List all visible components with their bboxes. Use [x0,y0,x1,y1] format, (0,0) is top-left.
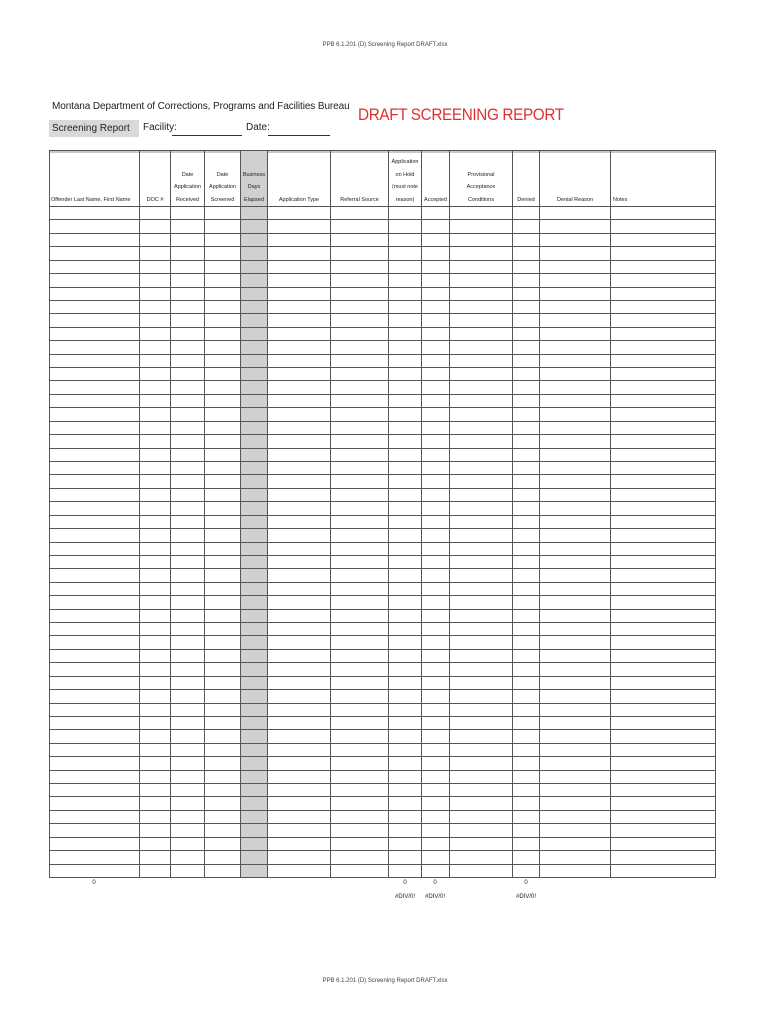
column-divider [539,206,540,877]
column-divider [204,206,205,877]
col-header-doc-number: DOC # [139,150,170,206]
table-row[interactable] [49,568,716,569]
col-header-denied: Denied [512,150,539,206]
table-row[interactable] [49,716,716,717]
table-row[interactable] [49,354,716,355]
date-label: Date: [246,122,270,133]
table-row[interactable] [49,542,716,543]
table-row[interactable] [49,219,716,220]
table-row[interactable] [49,810,716,811]
table-row[interactable] [49,327,716,328]
table-row[interactable] [49,448,716,449]
table-row[interactable] [49,394,716,395]
table-row[interactable] [49,864,716,865]
table-row[interactable] [49,609,716,610]
col-header-accepted: Accepted [421,150,449,206]
table-row[interactable] [49,340,716,341]
page-header: PPB 6.1.201 (D) Screening Report DRAFT.xlsx [322,42,448,48]
column-divider [170,206,171,877]
total-denied-count: 0 [524,880,528,886]
table-row[interactable] [49,703,716,704]
page-footer: PPB 6.1.201 (D) Screening Report DRAFT.xlsx [322,978,448,984]
col-header-date-received: Date Application Received [170,150,204,206]
column-divider [240,206,241,877]
facility-label: Facility: [143,122,177,133]
col-header-on-hold: Application on Hold (must note reason) [388,150,421,206]
table-row[interactable] [49,273,716,274]
total-accepted-count: 0 [433,880,437,886]
table-row[interactable] [49,783,716,784]
table-row[interactable] [49,488,716,489]
table-row[interactable] [49,649,716,650]
table-row[interactable] [49,622,716,623]
table-row[interactable] [49,313,716,314]
column-divider [449,206,450,877]
table-row[interactable] [49,676,716,677]
department-name: Montana Department of Corrections, Programs and Facilities Bureau [52,101,350,112]
table-row[interactable] [49,756,716,757]
table-row[interactable] [49,528,716,529]
table-row[interactable] [49,837,716,838]
table-row[interactable] [49,770,716,771]
col-header-date-screened: Date Application Screened [204,150,240,206]
header-top-line [49,150,716,151]
table-row[interactable] [49,287,716,288]
column-divider [421,206,422,877]
table-row[interactable] [49,434,716,435]
table-row[interactable] [49,260,716,261]
table-row[interactable] [49,555,716,556]
col-header-application-type: Application Type [267,150,330,206]
column-divider [512,206,513,877]
table-row[interactable] [49,635,716,636]
table-row[interactable] [49,233,716,234]
table-row[interactable] [49,689,716,690]
table-row[interactable] [49,421,716,422]
col-header-referral-source: Referral Source [330,150,388,206]
table-row[interactable] [49,300,716,301]
screening-report-label: Screening Report [49,120,139,137]
table-row[interactable] [49,582,716,583]
table-row[interactable] [49,823,716,824]
total-denied-percent: #DIV/0! [515,894,536,900]
column-divider [49,206,50,877]
table-body [49,206,716,877]
table-row[interactable] [49,595,716,596]
total-accepted-percent: #DIV/0! [424,894,445,900]
table-row[interactable] [49,501,716,502]
table-row[interactable] [49,407,716,408]
date-field[interactable] [268,135,330,136]
total-name-count: 0 [92,880,96,886]
table-row[interactable] [49,246,716,247]
column-divider [610,206,611,877]
table-row[interactable] [49,461,716,462]
col-header-denial-reason: Denial Reason [539,150,610,206]
column-divider [330,206,331,877]
col-header-provisional-conditions: Provisional Acceptance Conditions [449,150,512,206]
total-on-hold-count: 0 [403,880,407,886]
col-header-notes: Notes [610,150,716,206]
facility-field[interactable] [172,135,242,136]
report-title: DRAFT SCREENING REPORT [358,105,564,124]
table-row[interactable] [49,515,716,516]
table-row[interactable] [49,662,716,663]
column-divider [267,206,268,877]
table-row[interactable] [49,474,716,475]
table-row[interactable] [49,796,716,797]
col-header-business-days: Business Days Elapsed [240,150,267,206]
table-row[interactable] [49,206,716,207]
table-row[interactable] [49,743,716,744]
column-divider [715,206,716,877]
column-divider [139,206,140,877]
table-row[interactable] [49,380,716,381]
col-header-offender-name: Offender Last Name, First Name [49,150,139,206]
table-row[interactable] [49,367,716,368]
total-on-hold-percent: #DIV/0! [394,894,415,900]
table-row[interactable] [49,729,716,730]
table-row[interactable] [49,850,716,851]
table-row[interactable] [49,877,716,878]
column-divider [388,206,389,877]
